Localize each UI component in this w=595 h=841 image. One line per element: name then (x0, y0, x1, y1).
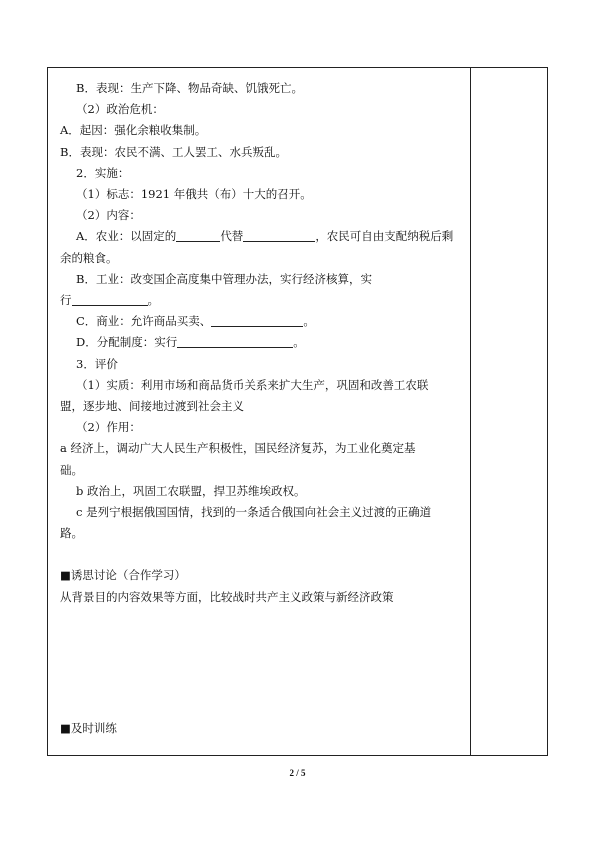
text-line: （2）作用： (76, 420, 141, 435)
text-line: B．表现：农民不满、工人罢工、水兵叛乱。 (60, 144, 287, 159)
text-line: B．工业：改变国企高度集中管理办法，实行经济核算，实 (76, 271, 372, 286)
text-line: （1）标志：1921 年俄共（布）十大的召开。 (76, 187, 312, 202)
text-segment: A．农业：以固定的 (76, 229, 177, 244)
text-line: （1）实质：利用市场和商品货币关系来扩大生产，巩固和改善工农联 (76, 377, 429, 392)
fill-blank[interactable] (72, 291, 148, 306)
text-segment: D．分配制度：实行 (76, 335, 178, 350)
text-line: （2）政治危机： (76, 102, 164, 117)
text-line: A．起因：强化余粮收集制。 (60, 123, 207, 138)
text-segment: ，农民可自由支配纳税后剩 (315, 229, 454, 244)
fill-blank[interactable] (243, 227, 315, 242)
fill-blank[interactable] (177, 333, 293, 348)
text-line: b 政治上，巩固工农联盟，捍卫苏维埃政权。 (76, 483, 306, 498)
text-segment: 。 (303, 314, 315, 329)
text-line: a 经济上，调动广大人民生产积极性，国民经济复苏，为工业化奠定基 (60, 441, 416, 456)
section-heading: ■及时训练 (60, 720, 117, 735)
text-segment: 行 (60, 293, 72, 308)
page-number: 2 / 5 (289, 768, 306, 778)
text-line: （2）内容： (76, 208, 141, 223)
agriculture-line (60, 226, 465, 247)
text-line: B．表现：生产下降、物品奇缺、饥饿死亡。 (76, 81, 303, 95)
text-line: 余的粮食。 (60, 250, 118, 265)
text-line: c 是列宁根据俄国国情，找到的一条适合俄国向社会主义过渡的正确道 (76, 505, 432, 520)
text-segment: 。 (147, 293, 159, 308)
spacer (60, 544, 465, 565)
text-segment: C．商业：允许商品买卖、 (76, 314, 212, 329)
answer-space (60, 608, 465, 718)
text-line: 2．实施： (76, 165, 130, 180)
fill-blank[interactable] (176, 227, 220, 242)
text-line: 路。 (60, 526, 83, 541)
section-heading: ■诱思讨论（合作学习） (60, 568, 186, 583)
text-segment: 。 (293, 335, 305, 350)
main-content (60, 78, 465, 739)
text-line: 盟，逐步地、间接地过渡到社会主义 (60, 399, 244, 414)
commerce-line (60, 311, 465, 332)
text-line: 从背景目的内容效果等方面，比较战时共产主义政策与新经济政策 (60, 589, 394, 604)
distribution-line (60, 332, 465, 353)
industry-line (60, 290, 465, 311)
text-segment: 代替 (220, 229, 244, 244)
text-line: 础。 (60, 462, 83, 477)
fill-blank[interactable] (211, 312, 303, 327)
text-line: 3．评价 (76, 356, 118, 371)
column-divider (470, 67, 471, 756)
